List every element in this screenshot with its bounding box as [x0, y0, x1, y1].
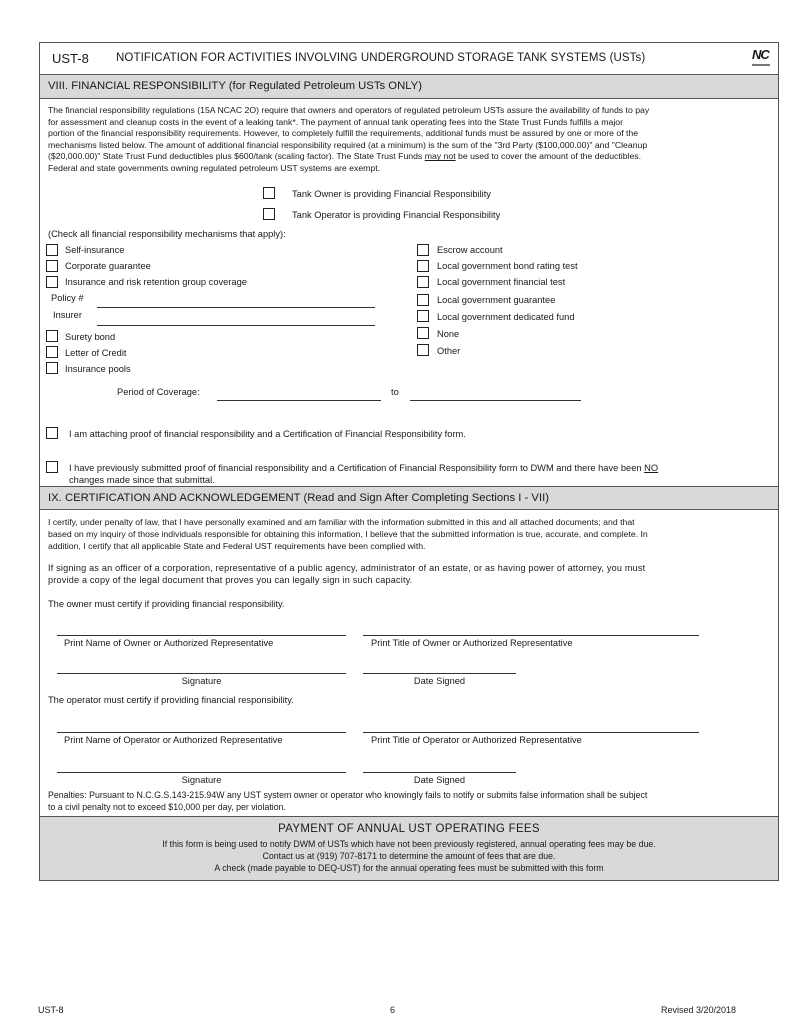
- corporate-guarantee-checkbox[interactable]: [46, 260, 58, 272]
- section-ix-header: [40, 486, 778, 510]
- letter-of-credit-label: Letter of Credit: [65, 348, 127, 358]
- owner-date-label: Date Signed: [413, 676, 466, 686]
- insurer-label: Insurer: [53, 310, 82, 320]
- intro-line: portion of the financial responsibility requirements. However, to completely fulfill the requirements, additional funds must be assured by one or more of the: [48, 128, 639, 139]
- form-title-bar: [40, 43, 778, 75]
- owner-name-label: Print Name of Owner or Authorized Representative: [64, 638, 274, 648]
- owner-provider-checkbox[interactable]: [263, 187, 275, 199]
- bond-rating-checkbox[interactable]: [417, 260, 429, 272]
- letter-of-credit-checkbox[interactable]: [46, 346, 58, 358]
- previously-submitted-checkbox[interactable]: [46, 461, 58, 473]
- operator-title-label: Print Title of Operator or Authorized Representative: [371, 735, 582, 745]
- section-viii-heading: VIII. FINANCIAL RESPONSIBILITY (for Regulated Petroleum USTs ONLY): [48, 80, 422, 92]
- penalties-line: Penalties: Pursuant to N.C.G.S.143-215.94W any UST system owner or operator who knowingly fails to notify or submits false information shall be subject: [48, 790, 648, 800]
- officer-line: If signing as an officer of a corporation, representative of a public agency, administrator of an estate, or as having power of attorney, you must: [48, 563, 646, 573]
- none-checkbox[interactable]: [417, 327, 429, 339]
- operator-name-label: Print Name of Operator or Authorized Representative: [64, 735, 283, 745]
- fr-intro-paragraph: [48, 105, 776, 175]
- surety-bond-checkbox[interactable]: [46, 330, 58, 342]
- gov-guarantee-label: Local government guarantee: [437, 295, 556, 305]
- operator-date-label: Date Signed: [413, 775, 466, 785]
- certify-line: I certify, under penalty of law, that I have personally examined and am familiar with the information submitted in this and all attached documents; and that: [48, 517, 635, 527]
- bond-rating-label: Local government bond rating test: [437, 261, 578, 271]
- owner-signature-field[interactable]: [57, 673, 346, 674]
- insurance-pools-label: Insurance pools: [65, 364, 131, 374]
- financial-test-label: Local government financial test: [437, 277, 566, 287]
- section-viii-header: [40, 75, 778, 99]
- operator-signature-label: Signature: [181, 775, 222, 785]
- section-ix-heading: IX. CERTIFICATION AND ACKNOWLEDGEMENT (Read and Sign After Completing Sections I - VII): [48, 492, 549, 504]
- owner-title-field[interactable]: [363, 635, 699, 636]
- operator-signature-field[interactable]: [57, 772, 346, 773]
- self-insurance-checkbox[interactable]: [46, 244, 58, 256]
- intro-line: Federal and state governments owning regulated petroleum UST systems are exempt.: [48, 162, 381, 173]
- attach-proof-checkbox[interactable]: [46, 427, 58, 439]
- self-insurance-label: Self-insurance: [65, 245, 125, 255]
- form-title: NOTIFICATION FOR ACTIVITIES INVOLVING UNDERGROUND STORAGE TANK SYSTEMS (USTs): [116, 52, 646, 64]
- footer-form-code: UST-8: [38, 1005, 64, 1015]
- intro-line: ($20,000.00)" State Trust Fund deductibles plus $600/tank (scaling factor). The State Trust Funds may not be used to cover the amount of the deductibles.: [48, 151, 642, 162]
- previously-submitted-label: I have previously submitted proof of financial responsibility and a Certification of Financial Responsibility form to DWM and there have been NO: [69, 463, 659, 473]
- coverage-to-label: to: [391, 387, 399, 397]
- operator-title-field[interactable]: [363, 732, 699, 733]
- financial-test-checkbox[interactable]: [417, 276, 429, 288]
- policy-number-field[interactable]: [97, 307, 375, 308]
- insurance-rrg-checkbox[interactable]: [46, 276, 58, 288]
- penalties-paragraph: [48, 790, 776, 813]
- owner-title-label: Print Title of Owner or Authorized Representative: [371, 638, 573, 648]
- other-checkbox[interactable]: [417, 344, 429, 356]
- penalties-line: to a civil penalty not to exceed $10,000 per day, per violation.: [48, 801, 286, 812]
- insurer-field[interactable]: [97, 325, 375, 326]
- intro-line: mechanisms listed below. The amount of additional financial responsibility required (at a minimum) is the sum of the "3rd Party ($100,000.00)" and "Cleanup: [48, 139, 648, 150]
- coverage-start-field[interactable]: [217, 400, 381, 401]
- dedicated-fund-label: Local government dedicated fund: [437, 312, 575, 322]
- other-label: Other: [437, 346, 461, 356]
- owner-must-certify: The owner must certify if providing financial responsibility.: [48, 599, 285, 609]
- officer-line: provide a copy of the legal document that proves you can legally sign in such capacity.: [48, 575, 413, 585]
- form-code: UST-8: [52, 51, 89, 66]
- dedicated-fund-checkbox[interactable]: [417, 310, 429, 322]
- certification-paragraph: [48, 516, 776, 552]
- surety-bond-label: Surety bond: [65, 332, 116, 342]
- none-label: None: [437, 329, 460, 339]
- footer-revised-date: Revised 3/20/2018: [661, 1005, 737, 1015]
- owner-date-field[interactable]: [363, 673, 516, 674]
- officer-paragraph: [48, 562, 776, 586]
- coverage-end-field[interactable]: [410, 400, 581, 401]
- operator-must-certify: The operator must certify if providing financial responsibility.: [48, 695, 294, 705]
- owner-name-field[interactable]: [57, 635, 346, 636]
- gov-guarantee-checkbox[interactable]: [417, 294, 429, 306]
- insurance-pools-checkbox[interactable]: [46, 362, 58, 374]
- period-of-coverage-label: Period of Coverage:: [117, 387, 200, 397]
- escrow-account-checkbox[interactable]: [417, 244, 429, 256]
- operator-date-field[interactable]: [363, 772, 516, 773]
- nc-logo: NC: [752, 47, 769, 62]
- previously-submitted-label-2: changes made since that submittal.: [69, 475, 215, 485]
- payment-heading: PAYMENT OF ANNUAL UST OPERATING FEES: [278, 823, 540, 835]
- footer-page-number: 6: [390, 1005, 396, 1015]
- certify-line: addition, I certify that all applicable State and Federal UST requirements have been complied with.: [48, 541, 426, 551]
- operator-provider-label: Tank Operator is providing Financial Responsibility: [292, 210, 501, 220]
- payment-line: A check (made payable to DEQ-UST) for the annual operating fees must be submitted with this form: [214, 863, 604, 873]
- policy-number-label: Policy #: [51, 293, 84, 303]
- corporate-guarantee-label: Corporate guarantee: [65, 261, 151, 271]
- owner-provider-label: Tank Owner is providing Financial Responsibility: [292, 189, 491, 199]
- payment-line: Contact us at (919) 707-8171 to determine the amount of fees that are due.: [262, 851, 556, 861]
- insurance-rrg-label: Insurance and risk retention group coverage: [65, 277, 247, 287]
- ust8-form: [39, 42, 779, 881]
- intro-line: The financial responsibility regulations (15A NCAC 2O) require that owners and operators of regulated petroleum USTs assure the availability of funds to pay: [48, 105, 650, 115]
- logo-underline: [752, 64, 770, 66]
- certify-line: based on my inquiry of those individuals responsible for obtaining this information, I believe that the submitted information is true, accurate, and complete. In: [48, 529, 648, 539]
- payment-line: If this form is being used to notify DWM of USTs which have not been previously registered, annual operating fees may be due.: [162, 839, 656, 849]
- operator-name-field[interactable]: [57, 732, 346, 733]
- intro-line: for assessment and cleanup costs in the event of a leaking tank*. The payment of annual tank operating fees into the State Trust Funds fulfills a major: [48, 116, 623, 127]
- operator-provider-checkbox[interactable]: [263, 208, 275, 220]
- check-all-instruction: (Check all financial responsibility mechanisms that apply):: [48, 229, 286, 239]
- owner-signature-label: Signature: [181, 676, 222, 686]
- escrow-account-label: Escrow account: [437, 245, 503, 255]
- attach-proof-label: I am attaching proof of financial responsibility and a Certification of Financial Responsibility form.: [69, 429, 466, 439]
- payment-box: [40, 816, 778, 880]
